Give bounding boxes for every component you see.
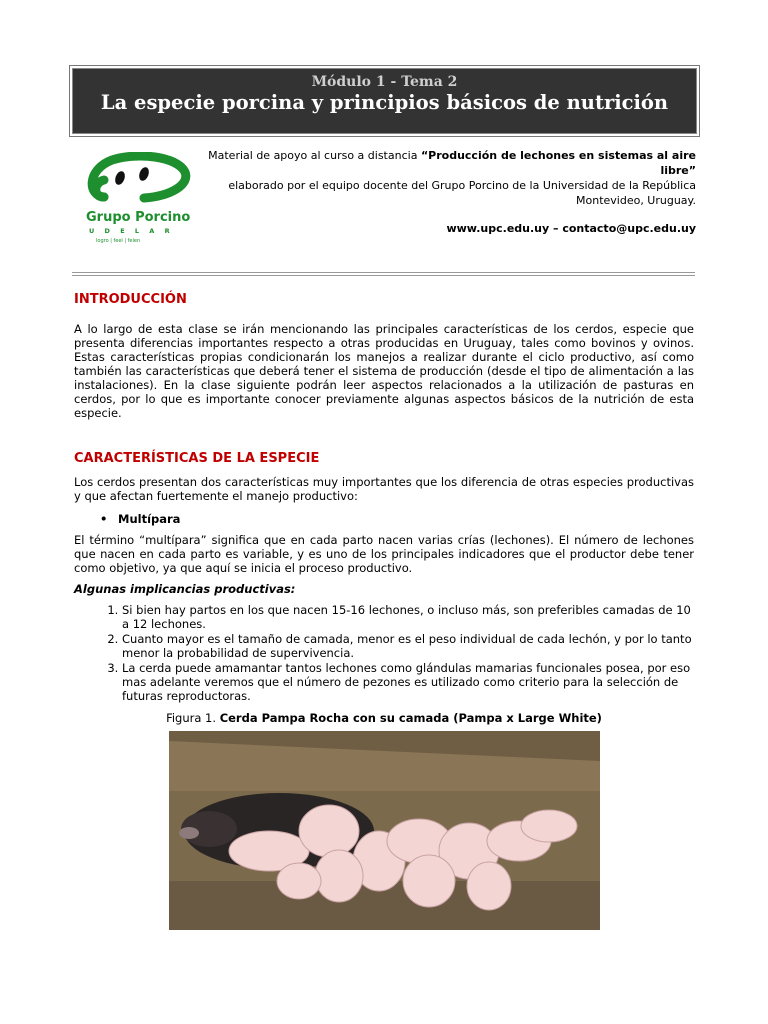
module-label: Módulo 1 - Tema 2	[311, 74, 458, 90]
course-line-2: elaborado por el equipo docente del Grupo Porcino de la Universidad de la República	[228, 179, 696, 192]
list-item: 1. Si bien hay partos en los que nacen 15-16 lechones, o incluso más, son preferibles camadas de 10 a 12 lechones.	[122, 603, 694, 631]
figure-caption: Figura 1. Cerda Pampa Rocha con su camada (Pampa x Large White)	[166, 711, 602, 725]
header-box	[72, 68, 697, 134]
sow-with-piglets-photo	[169, 731, 600, 930]
implications-heading: Algunas implicancias productivas:	[74, 582, 296, 596]
multipara-paragraph: El término “multípara” significa que en cada parto nacen varias crías (lechones). El número de lechones que nacen en cada parto es variable, y es uno de los principales indicadores que el productor debe tener como objetivo, ya que aquí se inicia el proceso productivo.	[74, 533, 694, 575]
implications-list	[86, 603, 694, 704]
course-line-3: Montevideo, Uruguay.	[576, 194, 696, 207]
course-title: “Producción de lechones en sistemas al aire libre”	[420, 149, 696, 177]
course-line-1: Material de apoyo al curso a distancia “Producción de lechones en sistemas al aire libre”	[208, 149, 696, 177]
logo-letters: U D E L A R	[89, 227, 174, 235]
bullet-multipara: • Multípara	[100, 512, 181, 526]
logo-name: Grupo Porcino	[86, 210, 191, 225]
separator-bottom	[72, 275, 695, 276]
page-title: La especie porcina y principios básicos de nutrición	[100, 91, 669, 114]
course-info	[196, 148, 696, 236]
logo-tagline: logro | feel | felen	[96, 238, 141, 244]
species-heading: CARACTERÍSTICAS DE LA ESPECIE	[74, 451, 320, 466]
species-paragraph: Los cerdos presentan dos características muy importantes que los diferencia de otras especies productivas y que afectan fuertemente el manejo productivo:	[74, 475, 694, 503]
contact-line[interactable]: www.upc.edu.uy – contacto@upc.edu.uy	[446, 222, 696, 235]
intro-paragraph: A lo largo de esta clase se irán mencionando las principales características de los cerdos, especie que presenta diferencias importantes respecto a otras producidas en Uruguay, tales como bovinos y ovinos. Estas características propias condicionarán los manejos a realizar durante el ciclo productivo, así como también las características que deberá tener el sistema de producción (desde el tipo de alimentación a las instalaciones). En la clase siguiente podrán leer aspectos relacionados a la utilización de pasturas en cerdos, por lo que es importante conocer previamente algunas aspectos básicos de la nutrición de esta especie.	[74, 322, 694, 420]
separator-top	[72, 272, 695, 273]
list-item: 2. Cuanto mayor es el tamaño de camada, menor es el peso individual de cada lechón, y por lo tanto menor la probabilidad de supervivencia.	[122, 632, 694, 660]
intro-heading: INTRODUCCIÓN	[74, 292, 187, 307]
grupo-porcino-logo	[82, 152, 202, 244]
list-item: 3. La cerda puede amamantar tantos lechones como glándulas mamarias funcionales posea, por eso mas adelante veremos que el número de pezones es utilizado como criterio para la selección de futuras reproductoras.	[122, 661, 694, 703]
